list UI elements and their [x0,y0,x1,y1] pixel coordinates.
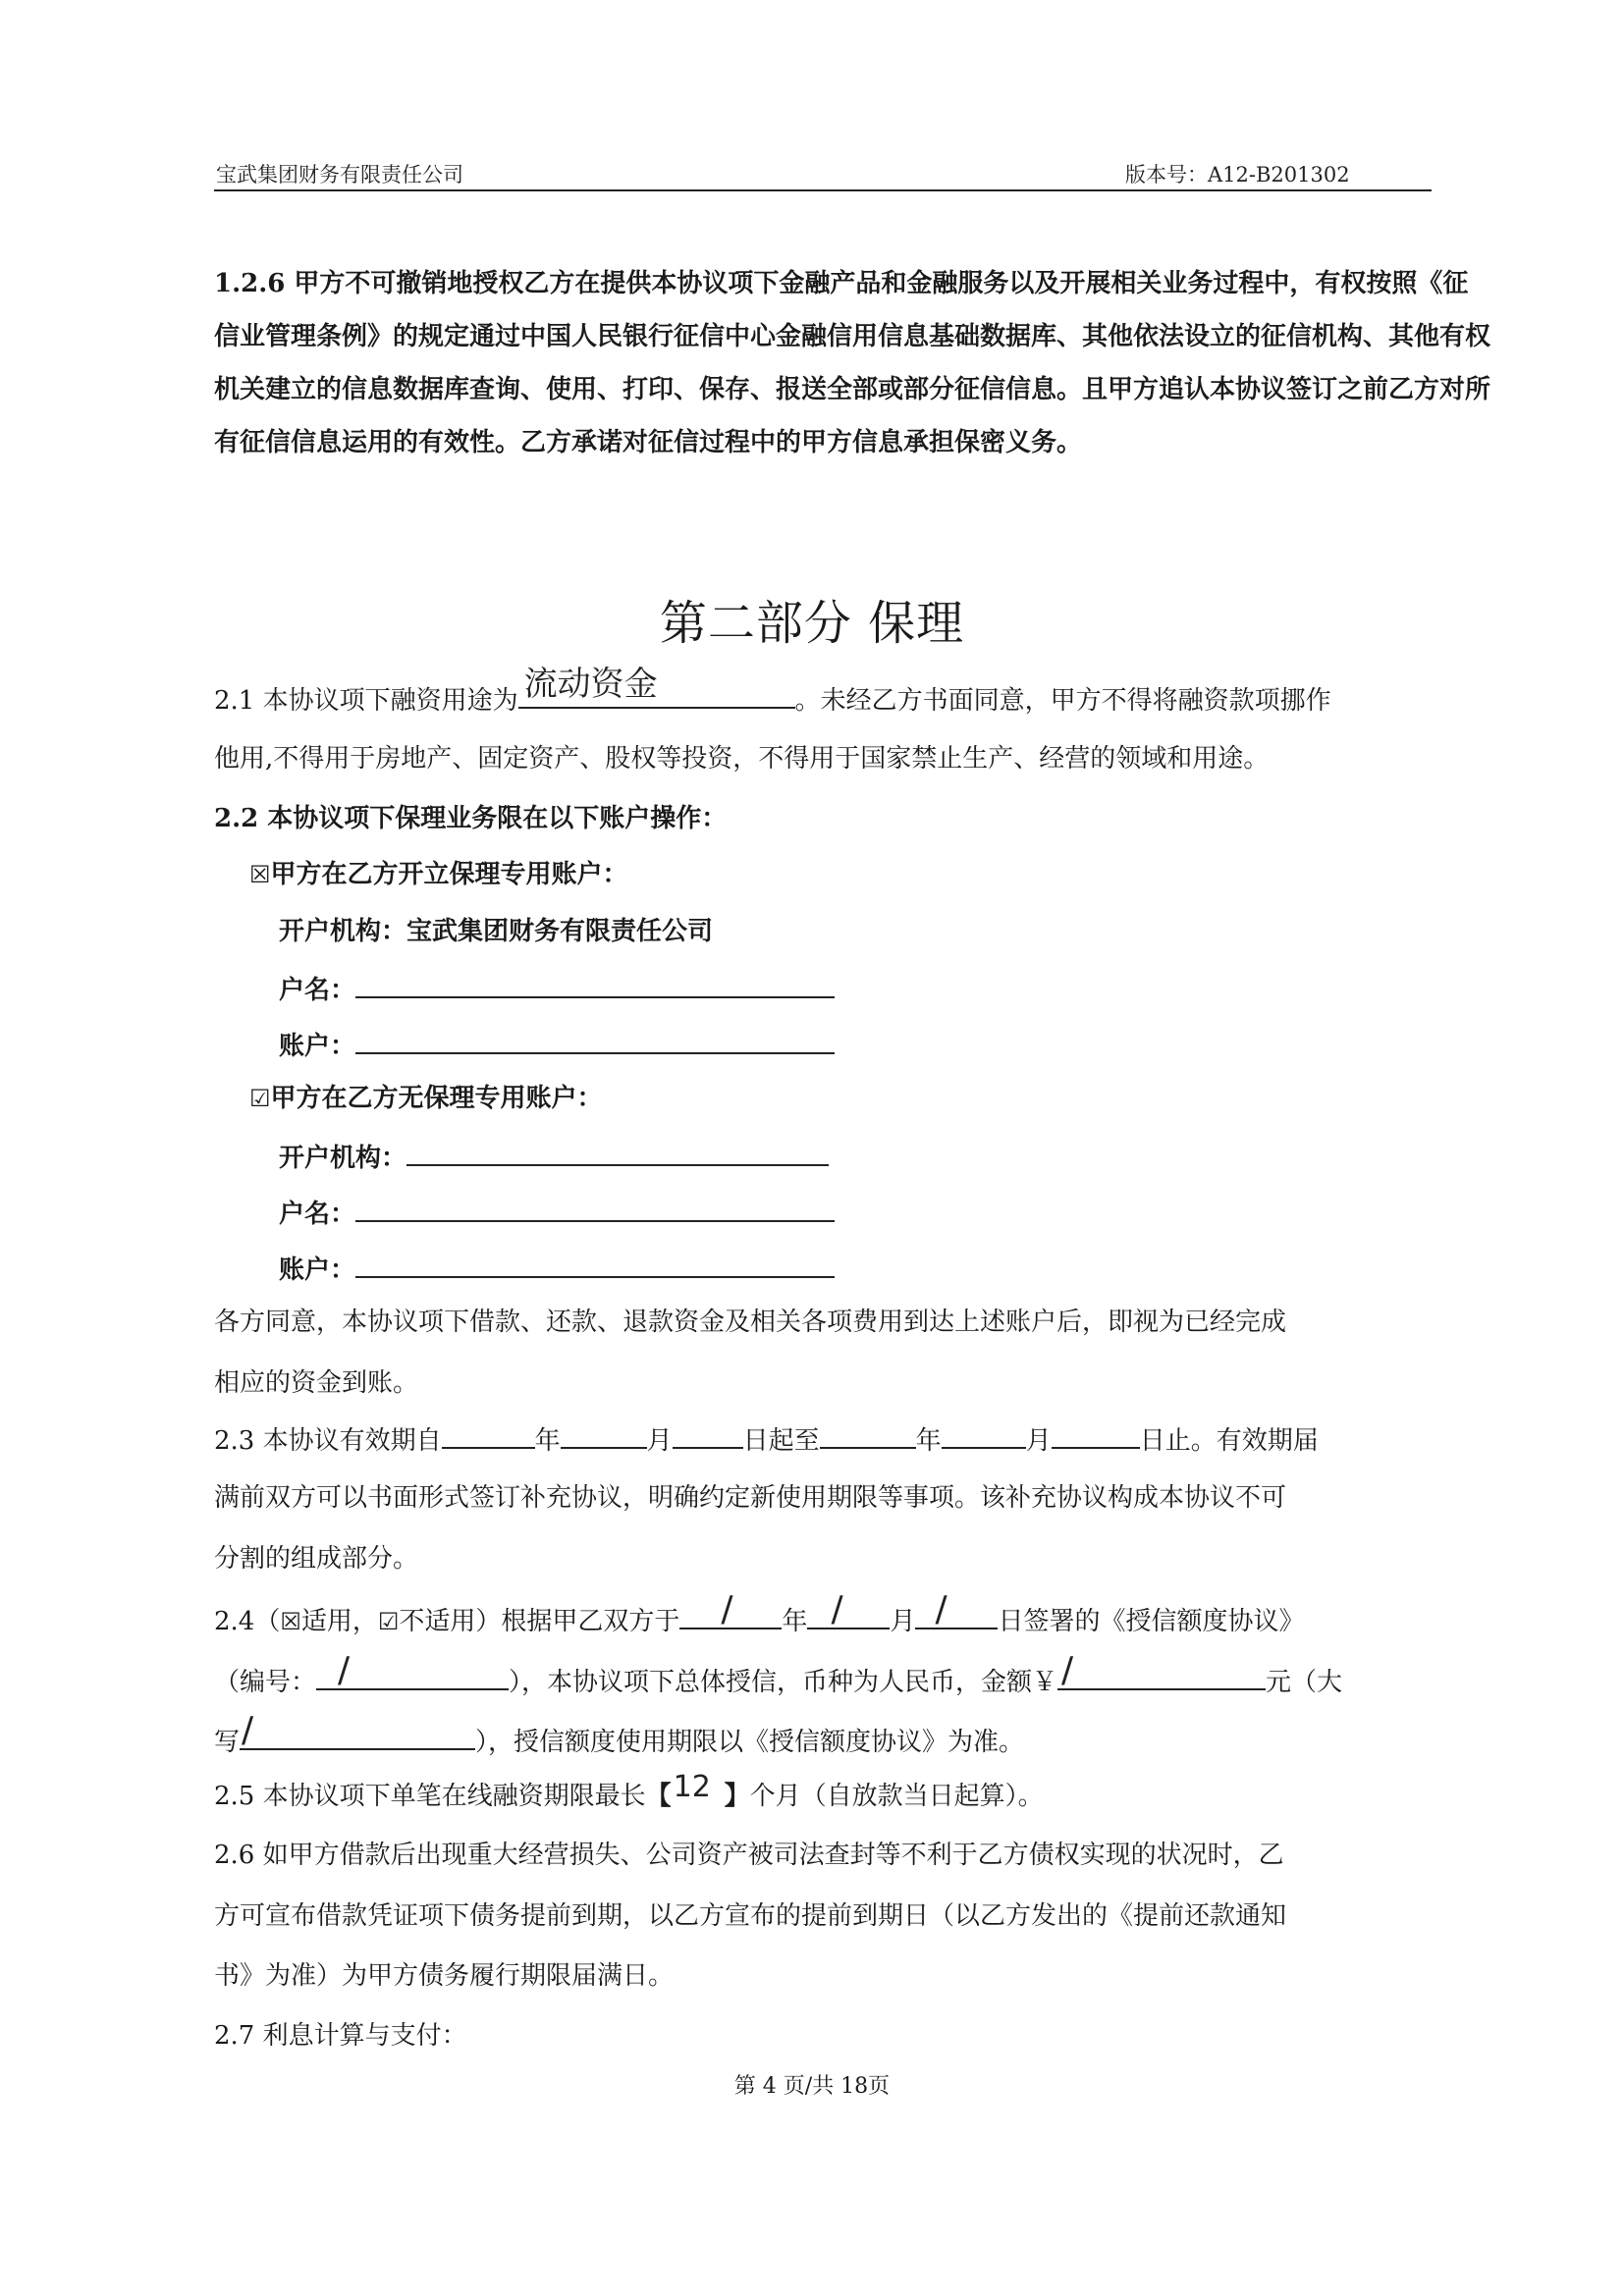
credit-year-field [679,1589,782,1629]
clause-2-1-line2: 他用,不得用于房地产、固定资产、股权等投资，不得用于国家禁止生产、经营的领域和用途。 [214,744,1270,774]
clause-2-2-heading: 2.2 本协议项下保理业务限在以下账户操作： [214,804,728,833]
option2-row [249,1078,603,1114]
account-label-2: 账户： [279,1255,356,1285]
header-rule [214,189,1432,191]
term-months-field [672,1770,725,1804]
month-label-2: 月 [1025,1426,1052,1456]
contract-no-value: / [338,1650,351,1690]
clause-2-2-note-line1: 各方同意，本协议项下借款、还款、退款资金及相关各项费用到达上述账户后，即视为已经完成 [214,1308,1287,1337]
credit-day-value: / [935,1589,947,1629]
amount-field [1057,1650,1266,1690]
name-field-2 [355,1191,835,1222]
year-label: 年 [534,1426,561,1456]
clause-2-6-line3: 书》为准）为甲方债务履行期限届满日。 [214,1961,675,1991]
purpose-field [518,665,795,709]
credit-month-field [807,1589,890,1629]
clause-2-4-prefix: 2.4（ [214,1607,281,1636]
credit-year-value: / [721,1589,733,1629]
clause-2-3-prefix: 2.3 本协议有效期自 [214,1426,442,1456]
option2-account-row [279,1247,835,1286]
option1-bank: 开户机构：宝武集团财务有限责任公司 [279,917,714,946]
header-company: 宝武集团财务有限责任公司 [216,163,463,187]
amount-value: / [1061,1650,1074,1690]
account-field-2 [355,1247,835,1278]
not-applicable-checkbox: ☑ [377,1608,400,1635]
bank-field [406,1135,829,1166]
end-day-field [1052,1417,1140,1449]
clause-2-5 [214,1770,1044,1812]
applicable-label: 适用， [300,1607,378,1636]
credit-day-field [915,1589,998,1629]
clause-2-1-suffix: 。未经乙方书面同意，甲方不得将融资款项挪作 [794,686,1331,716]
start-month-field [561,1417,647,1449]
clause-2-4-line3 [214,1710,1025,1758]
month-label: 月 [646,1426,673,1456]
end-month-field [942,1417,1026,1449]
contract-no-field [316,1650,509,1690]
not-applicable-label: 不适用）根据甲乙双方于 [399,1607,680,1636]
year-label-2: 年 [915,1426,942,1456]
day-end-label: 日止。有效期届 [1139,1426,1319,1456]
clause-2-3-line2: 满前双方可以书面形式签订补充协议，明确约定新使用期限等事项。该补充协议构成本协议不可 [214,1483,1287,1513]
end-year-field [820,1417,916,1449]
clause-2-1-prefix: 2.1 本协议项下融资用途为 [214,686,518,716]
day-from-label: 日起至 [742,1426,820,1456]
option1-label: 甲方在乙方开立保理专用账户： [270,860,628,889]
bracket-close: 】 [724,1782,750,1811]
year-label-3: 年 [782,1607,808,1636]
contract-no-label: （编号： [214,1668,317,1697]
clause-2-6-line1: 2.6 如甲方借款后出现重大经营损失、公司资产被司法查封等不利于乙方债权实现的状况时，乙 [214,1841,1284,1870]
header-version: 版本号：A12-B201302 [1125,163,1350,187]
account-field [355,1023,835,1054]
account-label: 账户： [279,1032,356,1061]
clause-2-5-suffix: 个月（自放款当日起算）。 [749,1782,1044,1811]
page-footer: 第 4 页/共 18页 [733,2074,891,2099]
clause-2-7: 2.7 利息计算与支付： [214,2021,467,2051]
option1-account-row [279,1023,835,1062]
amount-label: ），本协议项下总体授信，币种为人民币，金额￥ [509,1668,1058,1697]
option1-checkbox: ☒ [249,861,271,888]
start-year-field [442,1417,535,1449]
yuan-label: 元（大 [1266,1668,1343,1697]
bank-label: 开户机构： [279,1144,407,1173]
start-day-field [673,1417,743,1449]
clause-2-3-line3: 分割的组成部分。 [214,1544,419,1574]
clause-2-2-note-line2: 相应的资金到账。 [214,1368,419,1398]
clause-2-6-line2: 方可宣布借款凭证项下债务提前到期，以乙方宣布的提前到期日（以乙方发出的《提前还款通知 [214,1901,1287,1931]
option2-checkbox: ☑ [249,1085,271,1112]
clause-2-3-line1 [214,1417,1319,1457]
name-field [355,967,835,998]
purpose-value: 流动资金 [523,665,658,704]
section-title: 第二部分 保理 [659,596,965,651]
name-label: 户名： [279,976,356,1005]
option2-bank-row [279,1135,829,1174]
name-label-2: 户名： [279,1200,356,1229]
credit-month-value: / [831,1589,843,1629]
option2-name-row [279,1191,835,1230]
option2-label: 甲方在乙方无保理专用账户： [270,1084,603,1113]
capital-label: 写 [214,1728,241,1757]
term-months-value: 12 [673,1770,711,1804]
bracket-open: 【 [645,1782,672,1811]
clause-2-4-line2 [214,1650,1343,1698]
option1-row [249,854,628,890]
clause-1-2-6: 1.2.6 甲方不可撤销地授权乙方在提供本协议项下金融产品和金融服务以及开展相关业务过程中，有权按照《征信业管理条例》的规定通过中国人民银行征信中心金融信用信息基础数据库、其他依法设立的征信机构、其他有权机关建立的信息数据库查询、使用、打印、保存、报送全部或部分征信信息。且甲方追认本协议签订之前乙方对所有征信信息运用的有效性。乙方承诺对征信过程中的甲方信息承担保密义务。 [214,269,1491,457]
month-label-3: 月 [890,1607,916,1636]
applicable-checkbox: ☒ [280,1608,301,1635]
clause-2-4-line1 [214,1589,1305,1637]
capital-amount-field [240,1710,475,1750]
day-signed-label: 日签署的《授信额度协议》 [998,1607,1305,1636]
capital-amount-value: / [242,1710,254,1750]
clause-2-5-prefix: 2.5 本协议项下单笔在线融资期限最长 [214,1782,646,1811]
option1-name-row [279,967,835,1006]
clause-2-1-line1 [214,665,1331,717]
clause-2-4-tail: ），授信额度使用期限以《授信额度协议》为准。 [475,1728,1025,1757]
